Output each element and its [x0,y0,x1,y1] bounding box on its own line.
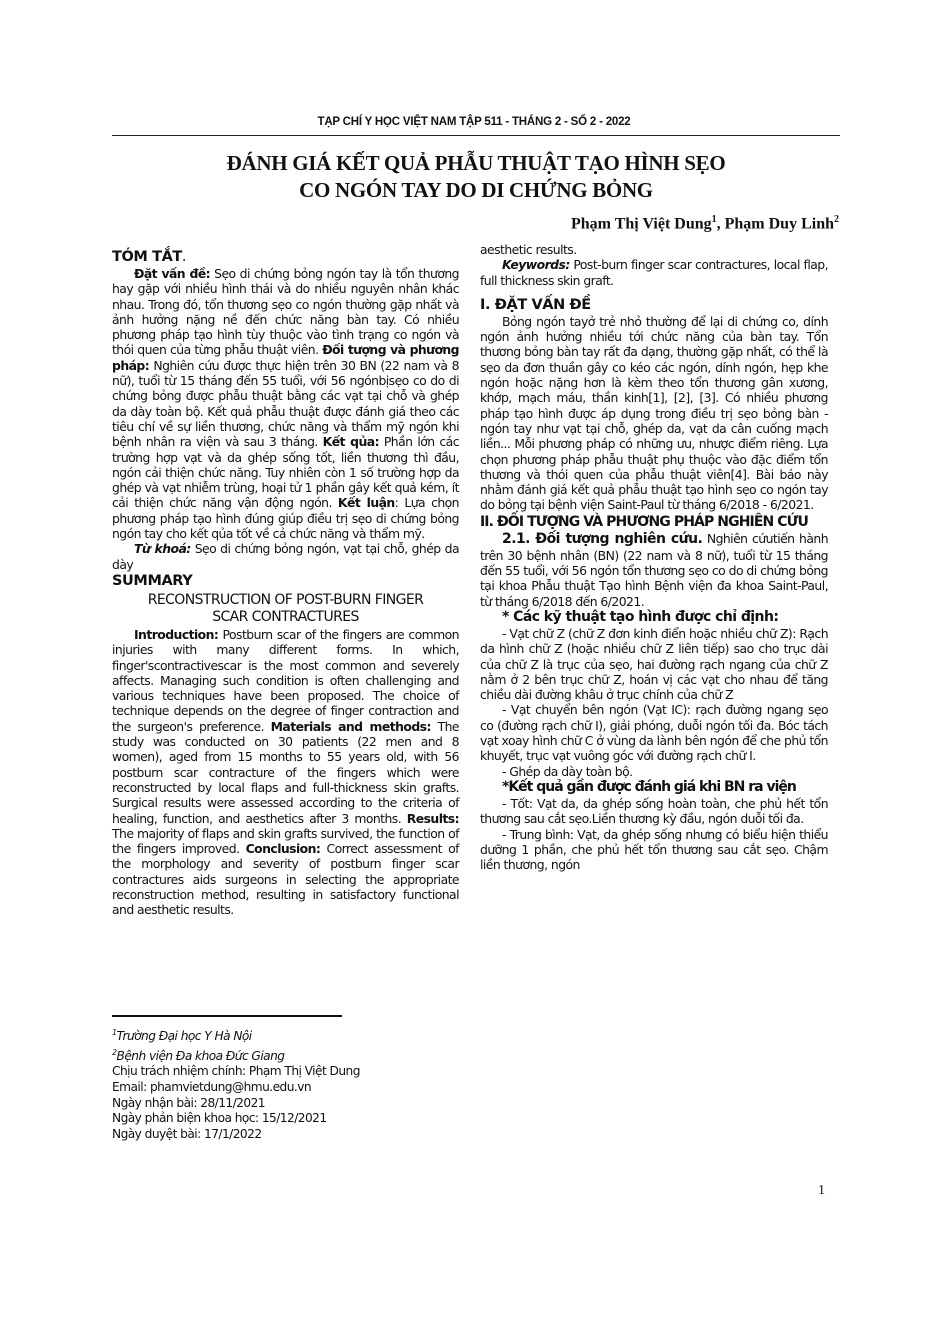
date-accepted: Ngày duyệt bài: 17/1/2022 [112,1126,262,1141]
author-list [571,214,839,233]
running-head: TẠP CHÍ Y HỌC VIỆT NAM TẬP 511 - THÁNG 2 - SỐ 2 - 2022 [317,116,631,128]
subsection-2-1-label: 2.1. Đối tượng nghiên cứu. [502,530,703,547]
article-title [112,150,840,204]
header-rule [112,135,840,136]
footnotes [112,1025,462,1142]
right-column [480,242,828,872]
abstract-vi-keywords: Từ khoá: Sẹo di chứng bỏng ngón, vạt tại chỗ, ghép da dày [112,541,459,572]
abstract-en-tail: aesthetic results. [480,242,577,257]
author-affiliation-marker: 2 [834,214,839,225]
abstract-intro-label: Đặt vấn đề: [134,266,211,281]
abstract-en-body: Introduction: Postburn scar of the fingers are common injuries with many different forms. In which, finger'scontractivescar is the most common and severely affects. Managing such condition is often challenging and various techniques have been proposed. The choice of technique depends on the degree of finger contraction and the surgeon's preference. Materials and methods: The study was conducted on 30 patients (22 men and 8 women), aged from 15 months to 55 years old, with 56 postburn scar contracture of the fingers which were reconstructed by local flaps and full-thickness skin grafts. Surgical results were assessed according to the criteria of healing, function, and aesthetics after 3 months. Results: The majority of flaps and skin grafts survived, the function of the fingers improved. Conclusion: Correct assessment of the morphology and severity of postburn finger scar contractures aids surgeons in selecting the appropriate reconstruction method, resulting in satisfactory functional and aesthetic results. [112,626,459,918]
keywords-label: Từ khoá: [134,541,191,557]
email: Email: phamvietdung@hmu.edu.vn [112,1079,312,1094]
date-received: Ngày nhận bài: 28/11/2021 [112,1095,265,1110]
section-1-paragraph: Bỏng ngón tayở trẻ nhỏ thường để lại di chứng co, dính ngón ảnh hưởng nhiều tới chức năng của bàn tay. Tổn thương bỏng bàn tay rất đa dạng, thường gặp nhất, có thể là sẹo da đơn thuần gây co kéo các ngón, dính ngón, hẹp khe ngón hoặc nặng hơn là kèm theo tổn thương gân xương, khớp, mạch máu, thần kinh[1], [2], [3]. Có nhiều phương pháp tạo hình được áp dụng trong điều trị sẹo bỏng bàn - ngón tay như vạt tại chỗ, ghép da, vạt da cân cuống mạch liền... Mỗi phương pháp có những ưu, nhược điểm riêng. Lựa chọn phương pháp phẫu thuật phụ thuộc vào đặc điểm tổn thương và thói quen của phẫu thuật viên[4]. Bài báo này nhằm đánh giá kết quả phẫu thuật tạo hình sẹo co ngón tay do bỏng tại bệnh viện Saint-Paul từ tháng 6/2018 - 6/2021. [480,313,828,513]
corresponding-author: Chịu trách nhiệm chính: Phạm Thị Việt Dung [112,1064,360,1079]
date-reviewed: Ngày phản biện khoa học: 15/12/2021 [112,1111,327,1126]
abstract-vi-heading: TÓM TẮT. [112,249,187,265]
technique-z-plasty: - Vạt chữ Z (chữ Z đơn kinh điển hoặc nhiều chữ Z): Rạch da hình chữ Z (hoặc nhiều chữ Z liên tiếp) sao cho trục dài của chữ Z là trục của sẹo, hai đường rạch ngang của chữ Z nằm ở 2 bên trục chữ Z, hoán vị các vạt cho nhau để tăng chiều dài đường khâu ở trục chính của chữ Z [480,625,828,703]
abstract-methods-label: Đối tượng và phương pháp: [112,342,460,373]
footnote-rule [112,1015,342,1017]
author-affiliation-marker: 1 [711,214,717,225]
affiliation-1: $^1$Trường Đại học Y Hà Nội [112,1028,252,1044]
left-column [112,248,459,918]
subsection-2-1: 2.1. Đối tượng nghiên cứu. Nghiên cứutiến hành trên 30 bệnh nhân (BN) (22 nam và 8 nữ), tuổi từ 15 tháng đến 55 tuổi, với 56 ngón tổn thương sẹo co do di chứng bỏng tại khoa Phẫu thuật Tạo hình Bệnh viện đa khoa Saint-Paul, từ tháng 6/2018 đến 6/2021. [480,530,829,609]
summary-intro-label: Introduction: [134,626,219,642]
result-average: - Trung bình: Vạt, da ghép sống nhưng có biểu hiện thiểu dưỡng 1 phần, che phủ hết tổn thương sau cắt sẹo. Chậm liền thương, ngón [480,826,828,873]
technique-ic-flap: - Vạt chuyển bên ngón (Vạt IC): rạch đường ngang sẹo co (đường rạch chữ I), giải phóng, duỗi ngón tối đa. Bóc tách vạt xoay hình chữ C ở vùng da lành bên ngón để che phủ tổn khuyết, trục vạt vuông góc với đường rạch chữ I. [480,702,828,764]
title-line-2: CO NGÓN TAY DO DI CHỨNG BỎNG [299,178,653,202]
affiliation-2: $^2$Bệnh viện Đa khoa Đức Giang [112,1047,285,1063]
result-good: - Tốt: Vạt da, da ghép sống hoàn toàn, che phủ hết tổn thương sau cắt sẹo.Liền thương kỳ đầu, ngón duỗi tối đa. [480,795,828,827]
abstract-results-label: Kết qủa: [322,434,379,450]
page-number: 1 [818,1183,825,1198]
abstract-vi-body: Đặt vấn đề: Sẹo di chứng bỏng ngón tay là tổn thương hay gặp với nhiều hình thái và do nhiều nguyên nhân khác nhau. Trong đó, tổn thương sẹo co ngón thường gặp nhất và ảnh hưởng nặng nề đến chức năng bàn tay. Có nhiều phương pháp tạo hình tùy thuộc vào tình trạng co ngón và thói quen của từng phẫu thuật viên. Đối tượng và phương pháp: Nghiên cứu được thực hiện trên 30 BN (22 nam và 8 nữ), tuổi từ 15 tháng đến 55 tuổi, với 56 ngónbịsẹo co do di chứng bỏng được phẫu thuật bằng các vạt tại chỗ và ghép da dày toàn bộ. Kết quả phẫu thuật được đánh giá theo các tiêu chí về sự liền thương, chức năng và thẩm mỹ ngón khi bệnh nhân ra viện và sau 3 tháng. Kết qủa: Phần lớn các trường hợp vạt và da ghép sống tốt, liền thương thì đầu, ngón cải thiện chức năng. Tuy nhiên còn 1 số trường hợp da ghép và vạt nhiễm trùng, hoại tử 1 phần gây kết quả kém, ít cải thiện chức năng vận động ngón. Kết luận: Lựa chọn phương pháp tạo hình đúng giúp điều trị sẹo di chứng bỏng ngón tay cho kết qủa tốt về cả chức năng và thẩm mỹ. [112,266,460,542]
section-1-heading: I. ĐẶT VẤN ĐỀ [480,296,591,313]
techniques-heading: * Các kỹ thuật tạo hình được chỉ định: [502,608,779,625]
author-name: Phạm Thị Việt Dung [571,215,712,233]
summary-results-label: Results: [406,810,459,826]
author-separator: , [716,215,725,233]
technique-skin-graft: - Ghép da dày toàn bộ. [502,763,633,779]
title-line-1: ĐÁNH GIÁ KẾT QUẢ PHẪU THUẬT TẠO HÌNH SẸO [226,151,726,175]
abstract-en-keywords: Keywords: Post-burn finger scar contractures, local flap, full thickness skin graft. [480,257,828,288]
section-2-heading: II. ĐỐI TƯỢNG VÀ PHƯƠNG PHÁP NGHIÊN CỨU [480,513,808,530]
abstract-conclusion-label: Kết luận [337,495,395,511]
summary-conclusion-label: Conclusion: [245,841,321,857]
results-criteria-heading: *Kết quả gần được đánh giá khi BN ra viện [502,778,796,795]
author-name: Phạm Duy Linh [724,215,834,233]
keywords-en-label: Keywords: [502,257,570,273]
summary-heading: SUMMARY [112,572,193,589]
summary-methods-label: Materials and methods: [270,718,431,734]
english-title: RECONSTRUCTION OF POST-BURN FINGER SCAR CONTRACTURES [147,591,424,625]
